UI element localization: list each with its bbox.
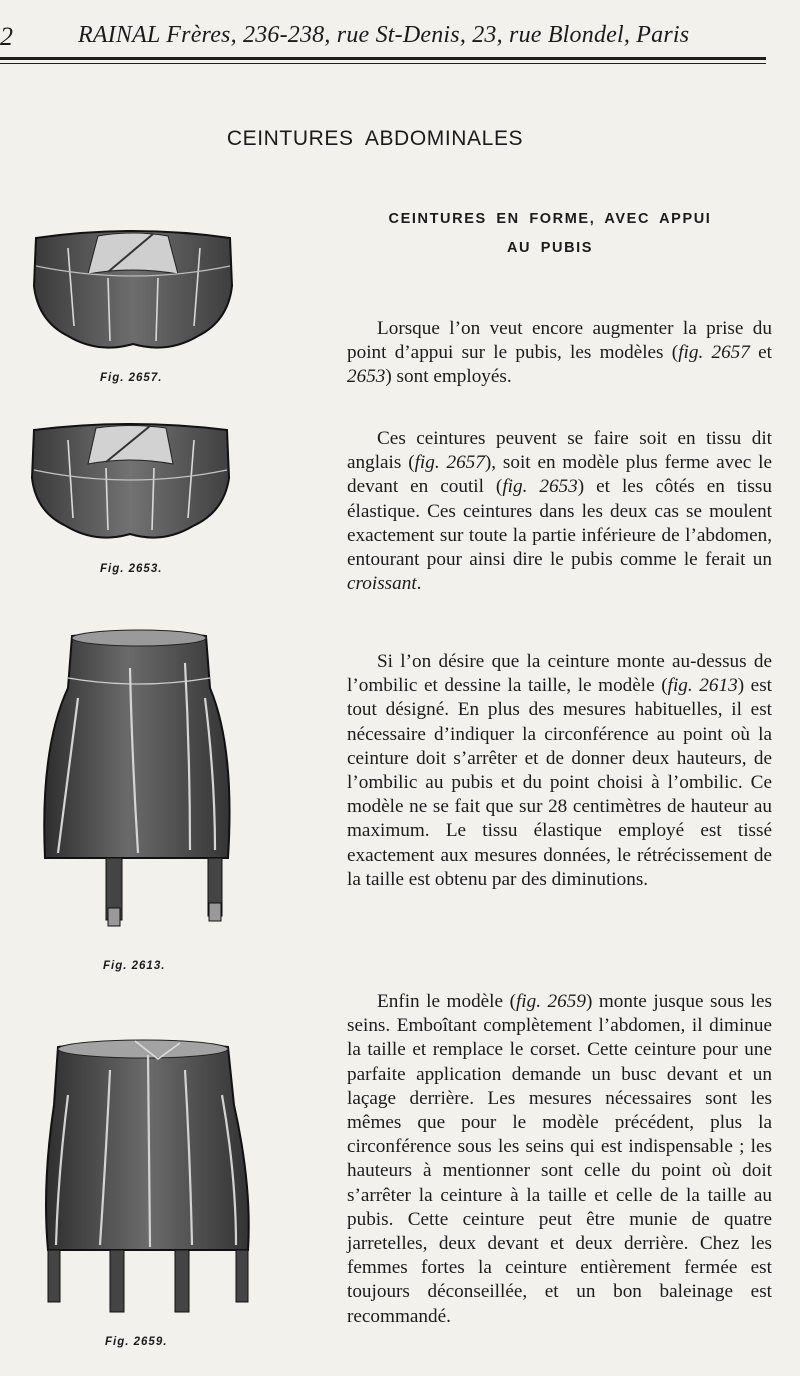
text-run: ), soit en modèle plus ferme avec le devant en coutil ( [347,452,772,498]
text-run: Ces ceintures peuvent se faire soit en tissu dit anglais ( [347,428,772,474]
header-rule-thin [0,63,766,64]
text-run: et [749,342,772,364]
paragraph-3 [347,650,772,892]
italic-text-run: fig. 2657 [678,342,750,364]
italic-text-run: fig. 2613 [667,675,738,697]
italic-text-run: fig. 2653 [502,476,578,498]
section-title: CEINTURES ABDOMINALES [226,127,524,150]
text-run: . [416,573,422,595]
page-number: 2 [0,22,13,51]
figure-2657-belt-illustration [28,226,238,361]
text-run: ) et les côtés en tissu élastique. Ces ceintures dans les deux cas se moulent exactement sur toute la partie inférieure de l’abdomen, entourant pour ainsi dire le pubis comme le ferait un [347,476,772,571]
paragraph-2 [347,427,772,596]
italic-text-run: croissant [347,573,417,595]
text-run: ) est tout désigné. En plus des mesures habituelles, il est nécessaire d’indiquer la circonférence au point où la ceinture doit s’arrêter et de donner deux hauteurs, de l’ombilic au pubis et du point choisi à l’ombilic. Ce modèle ne se fait que sur 28 centimètres de hauteur au maximum. Le tissu élastique employé est tissé exactement aux mesures données, le rétrécissement de la taille est obtenu par des diminutions. [347,675,772,890]
italic-text-run: fig. 2657 [414,452,485,474]
paragraph-4 [347,990,772,1329]
text-run: Si l’on désire que la ceinture monte au-dessus de l’ombilic et dessine la taille, le modèle ( [347,651,772,697]
figure-caption: Fig. 2613. [103,960,166,972]
text-run: ) monte jusque sous les seins. Emboîtant complètement l’abdomen, il diminue la taille et remplace le corset. Cette ceinture pour une parfaite application demande un busc devant et un laçage derrière. Les mesures nécessaires sont les mêmes que pour le modèle précédent, plus la circonférence sous les seins qui est indispensable ; les hauteurs à mentionner sont celle du point où doit s’arrêter la ceinture à la taille et celle de la taille au pubis. Cette ceinture peut être munie de quatre jarretelles, deux devant et deux derrière. Chez les femmes fortes la ceinture entièrement fermée est toujours déconseillée, et un bon baleinage est recommandé. [347,991,772,1327]
italic-text-run: fig. 2659 [515,991,586,1012]
figure-2613-belt-illustration [40,628,235,948]
text-run: Enfin le modèle ( [377,991,516,1012]
subtitle [360,205,740,263]
text-run: Lorsque l’on veut encore augmenter la prise du point d’appui sur le pubis, les modèles ( [347,318,772,364]
figure-caption: Fig. 2653. [100,563,163,575]
figure-2653-belt-illustration [28,420,233,550]
figure-caption: Fig. 2657. [100,372,163,384]
text-run: ) sont employés. [385,366,512,388]
figure-2659-belt-illustration [40,1035,255,1325]
italic-text-run: 2653 [347,366,386,388]
paragraph-1 [347,317,772,390]
figure-caption: Fig. 2659. [105,1336,168,1348]
subtitle-line-1: CEINTURES EN FORME, AVEC APPUI [388,211,712,227]
header-rule-thick [0,57,766,60]
subtitle-line-2: AU PUBIS [506,240,594,256]
running-header: RAINAL Frères, 236-238, rue St-Denis, 23, rue Blondel, Paris [78,22,690,48]
